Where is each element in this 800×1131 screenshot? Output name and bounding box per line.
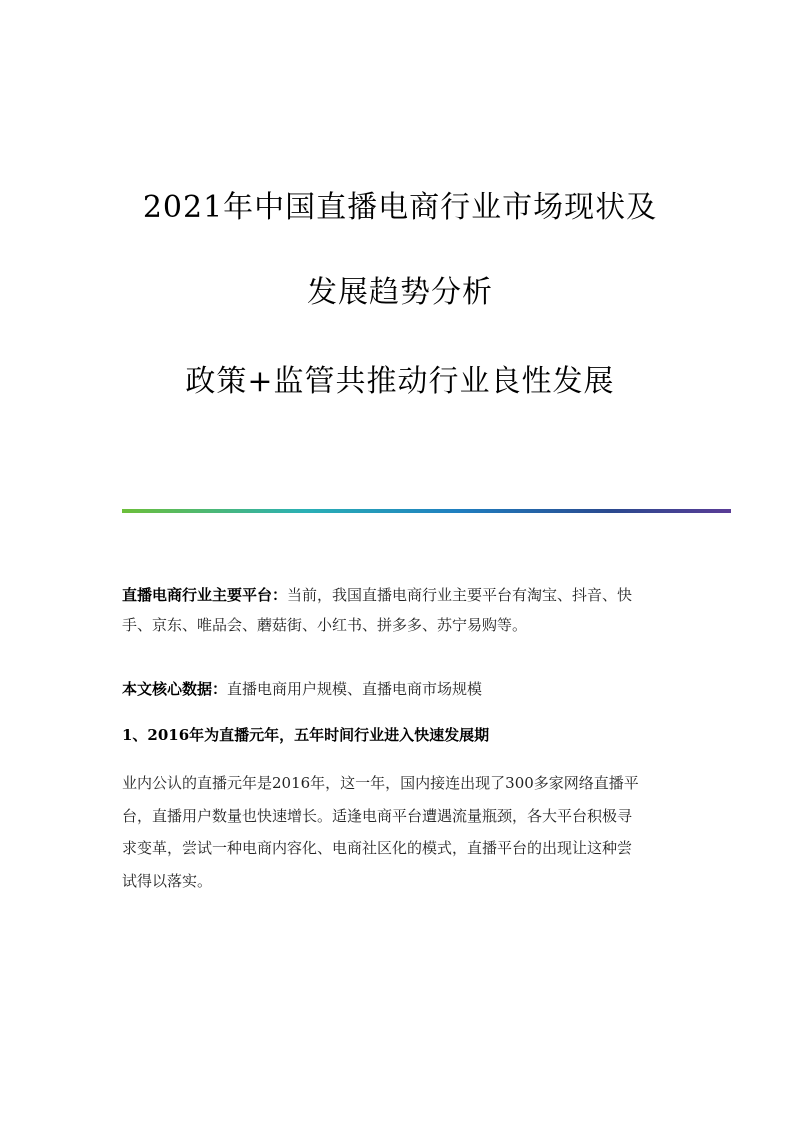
core-data-label: 本文核心数据：: [122, 680, 228, 698]
body-line: 业内公认的直播元年是2016年，这一年，国内接连出现了300多家网络直播平: [122, 774, 639, 792]
platforms-line-1: [122, 580, 682, 610]
body-line: 求变革，尝试一种电商内容化、电商社区化的模式，直播平台的出现让这种尝: [122, 839, 633, 857]
title-line-1: 2021年中国直播电商行业市场现状及: [142, 190, 658, 225]
section-1-body: [122, 767, 682, 897]
gradient-divider: [122, 509, 731, 513]
platforms-label: 直播电商行业主要平台：: [122, 586, 288, 604]
title-line-2: 发展趋势分析: [307, 275, 493, 310]
platforms-paragraph: [122, 580, 682, 640]
platforms-text-1: 当前，我国直播电商行业主要平台有淘宝、抖音、快: [287, 586, 633, 604]
core-data-paragraph: [122, 674, 682, 704]
core-data-line: [122, 674, 682, 704]
section-1-heading: 1、2016年为直播元年，五年时间行业进入快速发展期: [122, 726, 490, 744]
subtitle: 政策+监管共推动行业良性发展: [185, 364, 615, 399]
body-line: 台，直播用户数量也快速增长。适逢电商平台遭遇流量瓶颈，各大平台积极寻: [122, 806, 633, 825]
core-data-text: 直播电商用户规模、直播电商市场规模: [227, 680, 483, 698]
body-line: 试得以落实。: [122, 871, 213, 890]
platforms-text-2: 手、京东、唯品会、蘑菇街、小红书、拼多多、苏宁易购等。: [122, 616, 528, 634]
